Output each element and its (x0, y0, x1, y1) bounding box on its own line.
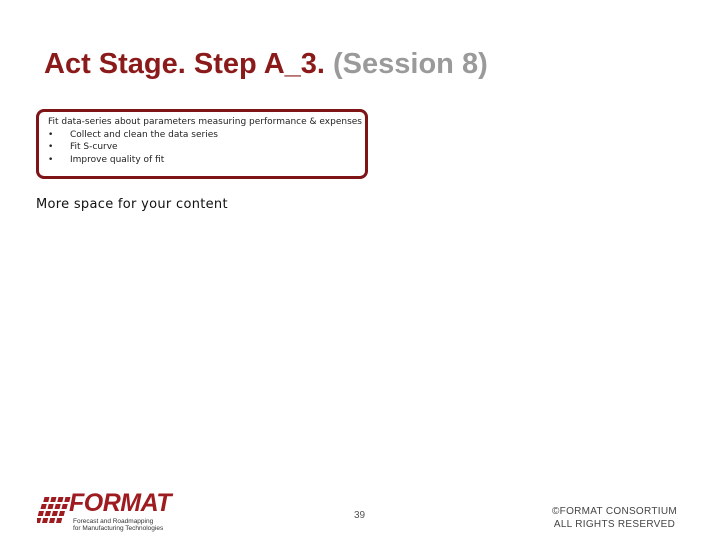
more-content-text: More space for your content (36, 197, 228, 212)
box-intro: Fit data-series about parameters measuring performance & expenses (48, 117, 362, 127)
page-number: 39 (354, 510, 366, 521)
logo-wordmark: FORMAT (69, 489, 172, 517)
logo-grid-icon (37, 495, 71, 529)
title-session: (Session 8) (333, 48, 488, 80)
content-box (36, 109, 368, 179)
title-main: Act Stage. Step A_3. (44, 48, 325, 80)
bullet-list (48, 129, 365, 167)
bullet-item: • Improve quality of fit (48, 154, 365, 167)
logo-tagline-1: Forecast and Roadmapping (73, 518, 154, 525)
copyright-line-1: ©FORMAT CONSORTIUM (552, 506, 677, 517)
slide-title (44, 48, 488, 81)
bullet-item: • Fit S-curve (48, 141, 365, 154)
logo-tagline-2: for Manufacturing Technologies (73, 525, 164, 532)
bullet-item: • Collect and clean the data series (48, 129, 365, 142)
copyright-line-2: ALL RIGHTS RESERVED (553, 519, 676, 530)
copyright (552, 505, 677, 531)
format-logo (37, 489, 177, 533)
